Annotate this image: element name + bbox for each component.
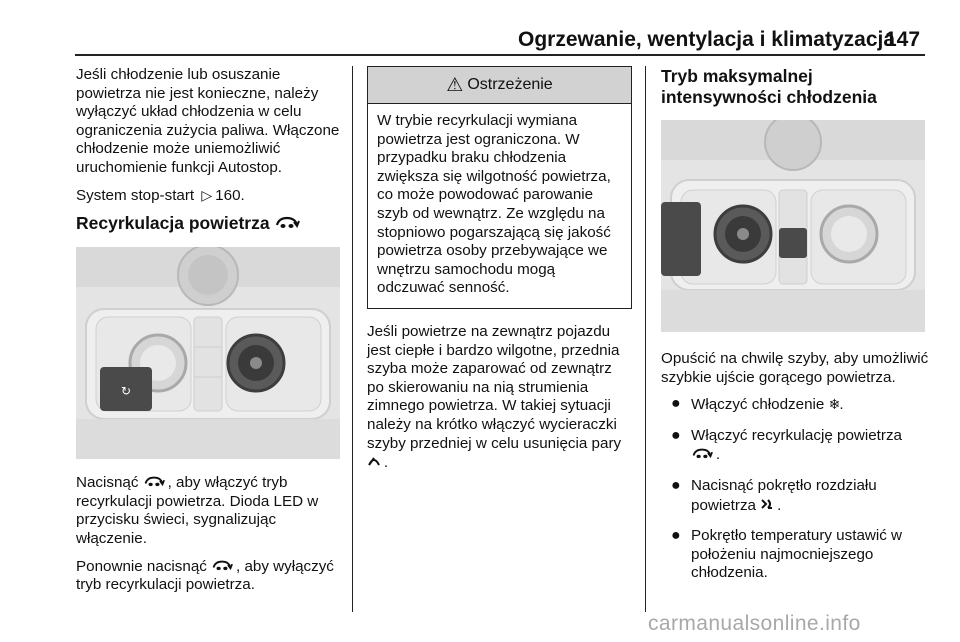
recirculation-icon [274,216,300,232]
column-left [76,66,342,603]
paragraph-press-again: Ponownie nacisnąć , aby wyłączyć tryb recyrkulacji powietrza. [76,557,334,594]
header-rule [75,54,925,56]
bullet-icon: ● [671,395,681,413]
cross-reference-arrow-icon: ▷ [201,186,213,203]
snowflake-cooling-icon: ❄ [828,396,840,413]
list-item: ● Pokrętło temperatury ustawić w położeniu najmocniejszego chłodzenia. [671,527,903,582]
column-divider-right [645,66,646,612]
list-item: ● Nacisnąć pokrętło rozdziału powietrza . [671,476,877,514]
bullet-icon: ● [671,426,681,444]
air-distribution-icon [760,497,777,513]
section-title: Ogrzewanie, wentylacja i klimatyzacja [518,28,896,51]
warning-box [367,66,632,309]
warning-title: Ostrzeżenie [467,75,553,93]
column-middle [367,66,632,481]
list-item: ● Włączyć chłodzenie ❄. [671,395,844,414]
paragraph-open-windows: Opuścić na chwilę szyby, aby umożliwić szybkie ujście gorącego powietrza. [661,350,929,386]
column-right [661,66,929,595]
stop-start-page-link[interactable]: 160. [215,186,245,204]
wiper-icon [367,454,384,470]
paragraph-fogging: Jeśli powietrze na zewnątrz pojazdu jest ciepłe i bardzo wilgotne, przednia szyba może zaparować od zewnątrz po skierowaniu na nią strumienia zimnego powietrza. W takiej sytuacji należy na krótko włączyć wycieraczki szyby przedniej w celu usunięcia pary . [367,322,622,472]
recirculation-icon [691,446,716,462]
max-cooling-panel-photo [661,120,925,332]
max-cooling-steps [661,395,929,583]
recirculation-panel-photo [76,247,340,459]
paragraph-stop-start-ref [76,186,342,206]
page-number: 147 [885,28,921,51]
heading-recirculation: Recyrkulacja powietrza [76,213,342,235]
list-item: ● Włączyć recyrkulację powietrza . [671,426,902,464]
bullet-icon: ● [671,476,681,494]
watermark: carmanualsonline.info [648,612,861,635]
svg-text:↻: ↻ [120,384,132,399]
bullet-icon: ● [671,527,681,545]
warning-triangle-icon: ⚠ [446,74,464,96]
column-divider-left [352,66,353,612]
warning-text: W trybie recyrkulacji wymiana powietrza jest ograniczona. W przypadku braku chłodzenia zwiększa się wilgotność powietrza, co może powodować parowanie szyb od wewnątrz. Ze względu na stopniowo pogarszającą się jakość powietrza osoby przebywające we wnętrzu samochodu mogą odczuwać senność. [377,112,611,297]
warning-header [368,67,631,104]
paragraph-cooling-info: Jeśli chłodzenie lub osuszanie powietrza nie jest konieczne, należy wyłączyć układ chłodzenia w celu ograniczenia zużycia paliwa. Włączone chłodzenie może uniemożliwić uruchomienie funkcji Autostop. [76,66,340,176]
heading-max-cooling: Tryb maksymalnej intensywności chłodzenia [661,66,877,107]
recirculation-icon [211,558,236,574]
page-header [0,0,960,56]
paragraph-press-recirculation: Nacisnąć , aby włączyć tryb recyrkulacji powietrza. Dioda LED w przycisku świeci, sygnalizując włączenie. [76,474,319,547]
recirculation-icon [143,474,168,490]
stop-start-text: System stop-start [76,186,195,204]
